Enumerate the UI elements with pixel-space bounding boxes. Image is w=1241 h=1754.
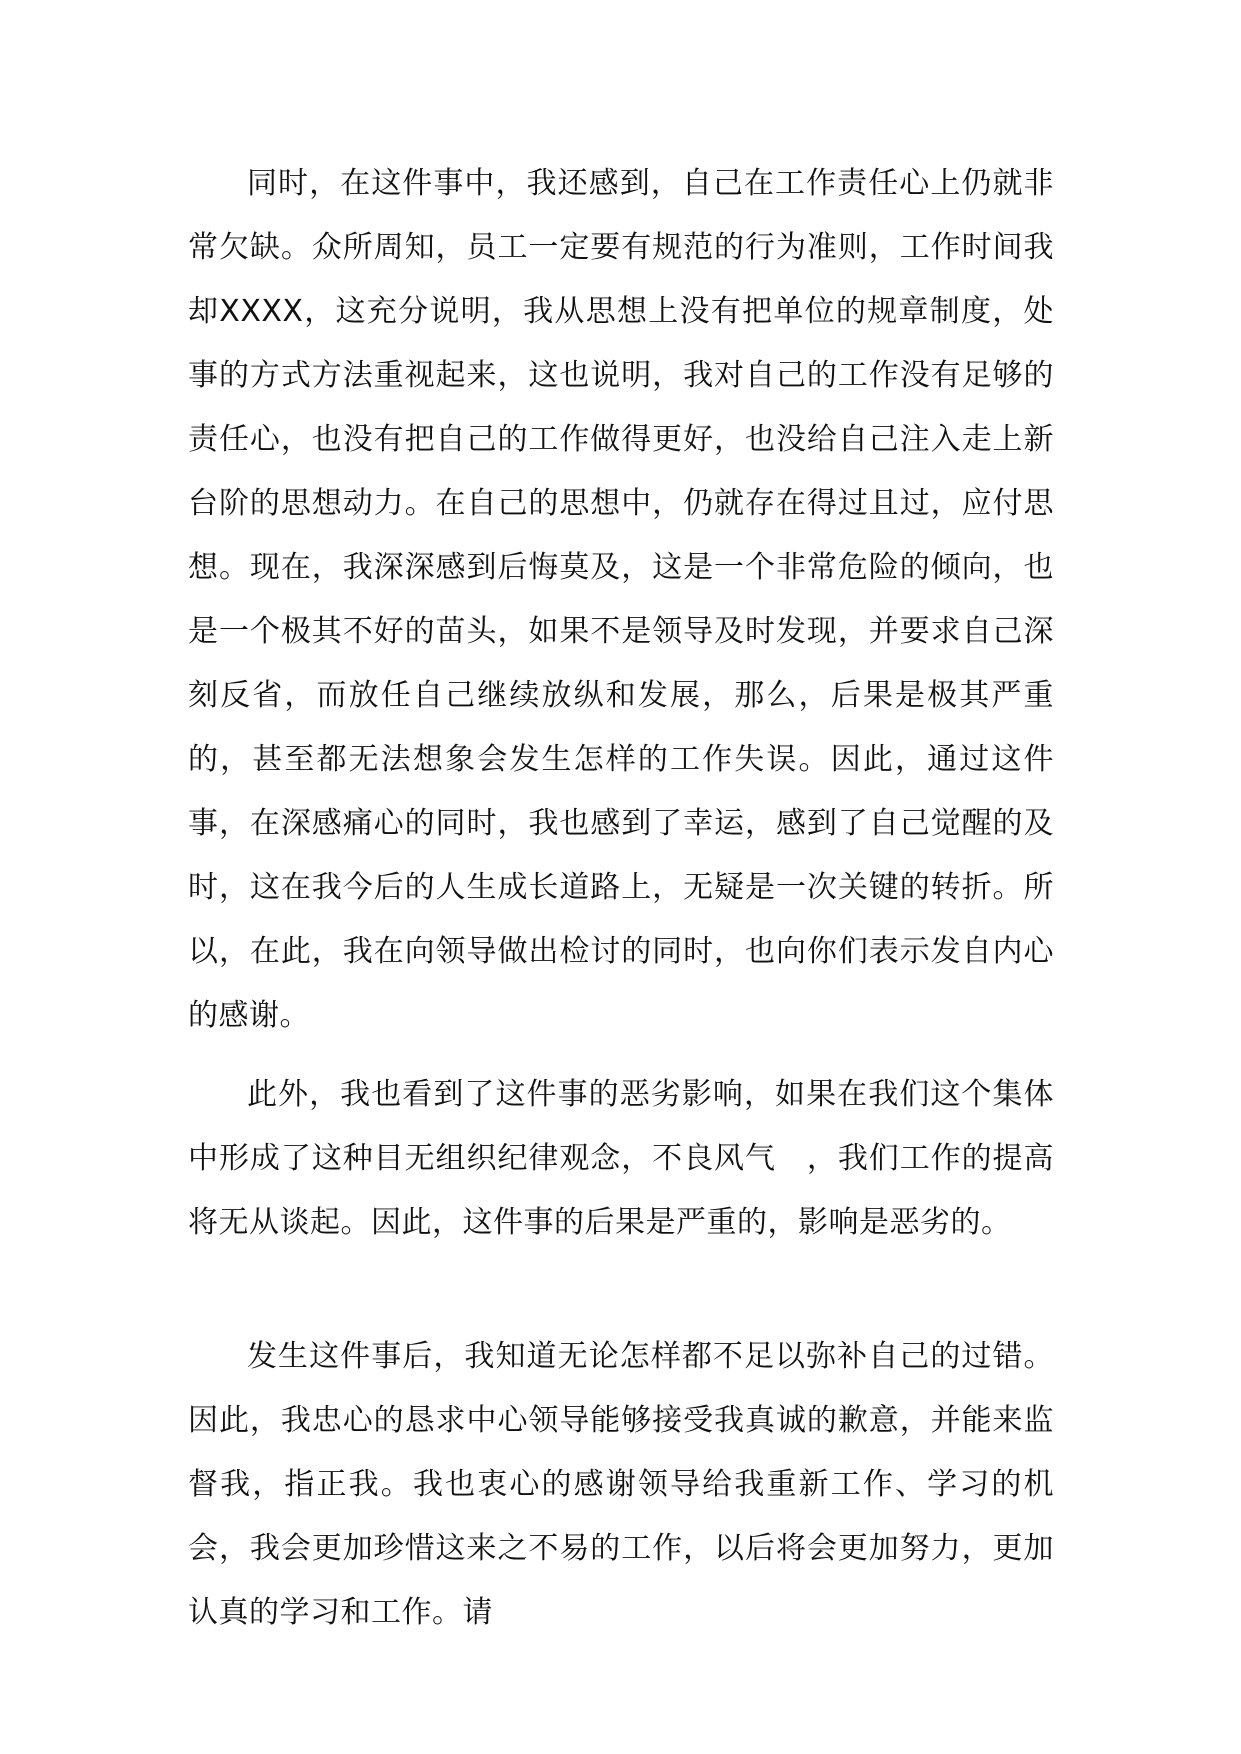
paragraph-responsibility: 同时，在这件事中，我还感到，自己在工作责任心上仍就非常欠缺。众所周知，员工一定要有规范的行为准则，工作时间我却XXXX，这充分说明，我从思想上没有把单位的规章制度，处事的方式方法重视起来，这也说明，我对自己的工作没有足够的责任心，也没有把自己的工作做得更好，也没给自己注入走上新台阶的思想动力。在自己的思想中，仍就存在得过且过，应付思想。现在，我深深感到后悔莫及，这是一个非常危险的倾向，也是一个极其不好的苗头，如果不是领导及时发现，并要求自己深刻反省，而放任自己继续放纵和发展，那么，后果是极其严重的，甚至都无法想象会发生怎样的工作失误。因此，通过这件事，在深感痛心的同时，我也感到了幸运，感到了自己觉醒的及时，这在我今后的人生成长道路上，无疑是一次关键的转折。所以，在此，我在向领导做出检讨的同时，也向你们表示发自内心的感谢。	[188, 166, 1054, 1033]
paragraph-apology: 发生这件事后，我知道无论怎样都不足以弥补自己的过错。因此，我忠心的恳求中心领导能够接受我真诚的歉意，并能来监督我，指正我。我也衷心的感谢领导给我重新工作、学习的机会，我会更加珍惜这来之不易的工作，以后将会更加努力，更加认真的学习和工作。请	[188, 1339, 1054, 1630]
paragraph-bad-influence: 此外，我也看到了这件事的恶劣影响，如果在我们这个集体中形成了这种目无组织纪律观念，不良风气 ，我们工作的提高将无从谈起。因此，这件事的后果是严重的，影响是恶劣的。	[188, 1077, 1054, 1240]
